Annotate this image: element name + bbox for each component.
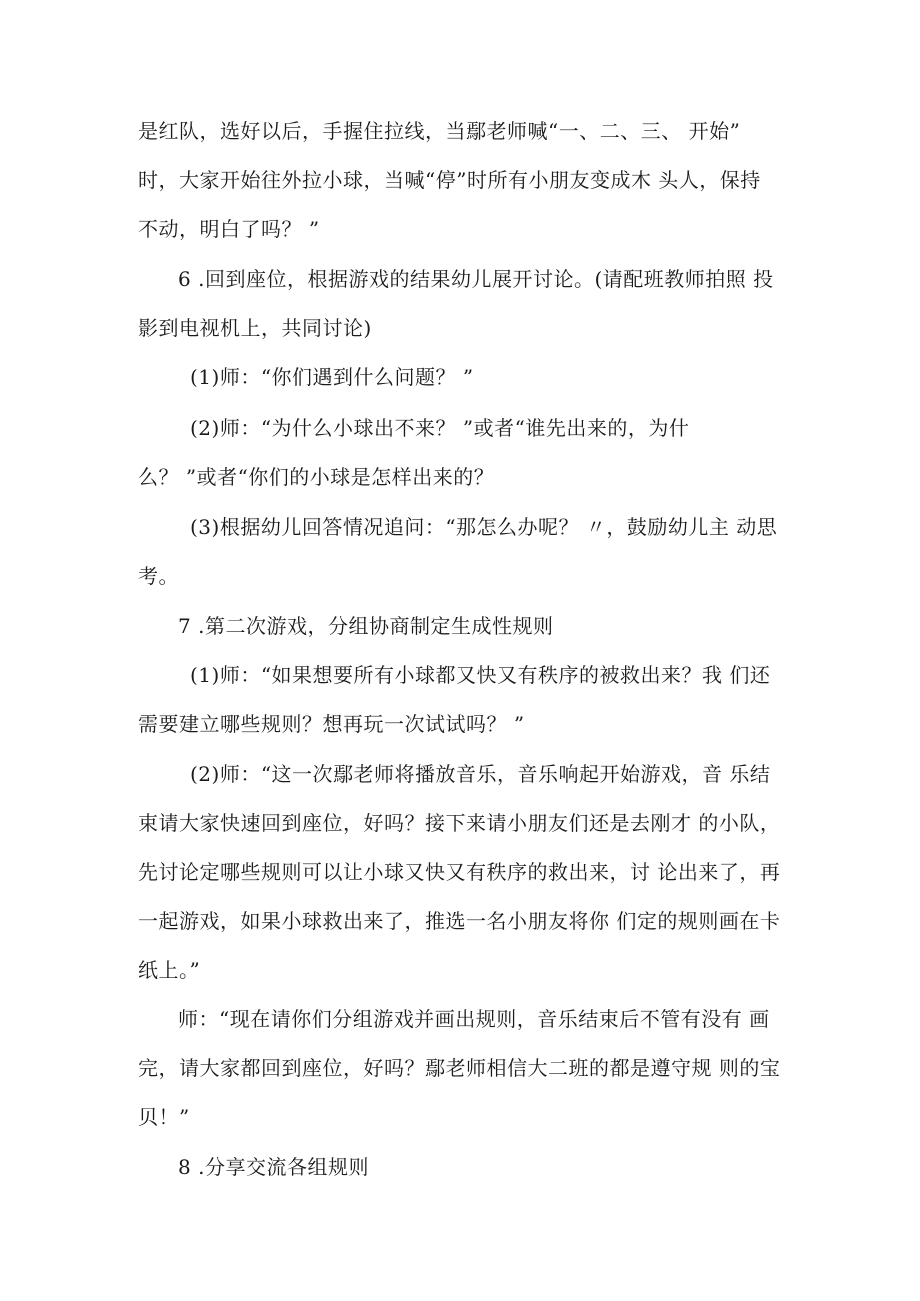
text-line: 不动，明白了吗？ ” (138, 217, 320, 241)
text-line: 一起游戏，如果小球救出来了，推选一名小朋友将你 们定的规则画在卡 (138, 909, 781, 933)
text-line: 师：“现在请你们分组游戏并画出规则，音乐结束后不管有没有 画 (178, 1007, 770, 1031)
text-line: (1)师：“如果想要所有小球都又快又有秩序的被救出来？我 们还 (190, 663, 771, 687)
text-line: 贝！” (138, 1105, 190, 1129)
text-line: 需要建立哪些规则？想再玩一次试试吗？ ” (138, 712, 525, 736)
text-line: 是红队，选好以后，手握住拉线，当鄢老师喊“一、二、三、 开始” (138, 119, 741, 143)
text-line: 完，请大家都回到座位，好吗？鄢老师相信大二班的都是遵守规 则的宝 (138, 1056, 781, 1080)
text-line: 影到电视机上，共同讨论) (138, 316, 372, 340)
text-line: 先讨论定哪些规则可以让小球又快又有秩序的救出来，讨 论出来了，再 (138, 860, 781, 884)
text-line: 束请大家快速回到座位，好吗？接下来请小朋友们还是去刚才 的小队， (138, 811, 781, 835)
text-line: (2)师：“为什么小球出不来？ ”或者“谁先出来的，为什 (190, 416, 690, 440)
text-line: (3)根据幼儿回答情况追问：“那怎么办呢？ 〃，鼓励幼儿主 动思 (190, 515, 778, 539)
text-line: 么？ ”或者“你们的小球是怎样出来的？ (138, 465, 495, 489)
section-heading: 7 .第二次游戏，分组协商制定生成性规则 (178, 614, 554, 638)
text-line: 6 .回到座位，根据游戏的结果幼儿展开讨论。(请配班教师拍照 投 (178, 267, 774, 291)
text-line: (2)师：“这一次鄢老师将播放音乐，音乐响起开始游戏，音 乐结 (190, 762, 771, 786)
text-line: 纸上。” (138, 958, 201, 982)
section-heading: 8 .分享交流各组规则 (178, 1155, 369, 1179)
text-line: 考。 (138, 564, 179, 588)
text-line: (1)师：“你们遇到什么问题？ ” (190, 365, 474, 389)
text-line: 时，大家开始往外拉小球，当喊“停”时所有小朋友变成木 头人，保持 (138, 168, 761, 192)
